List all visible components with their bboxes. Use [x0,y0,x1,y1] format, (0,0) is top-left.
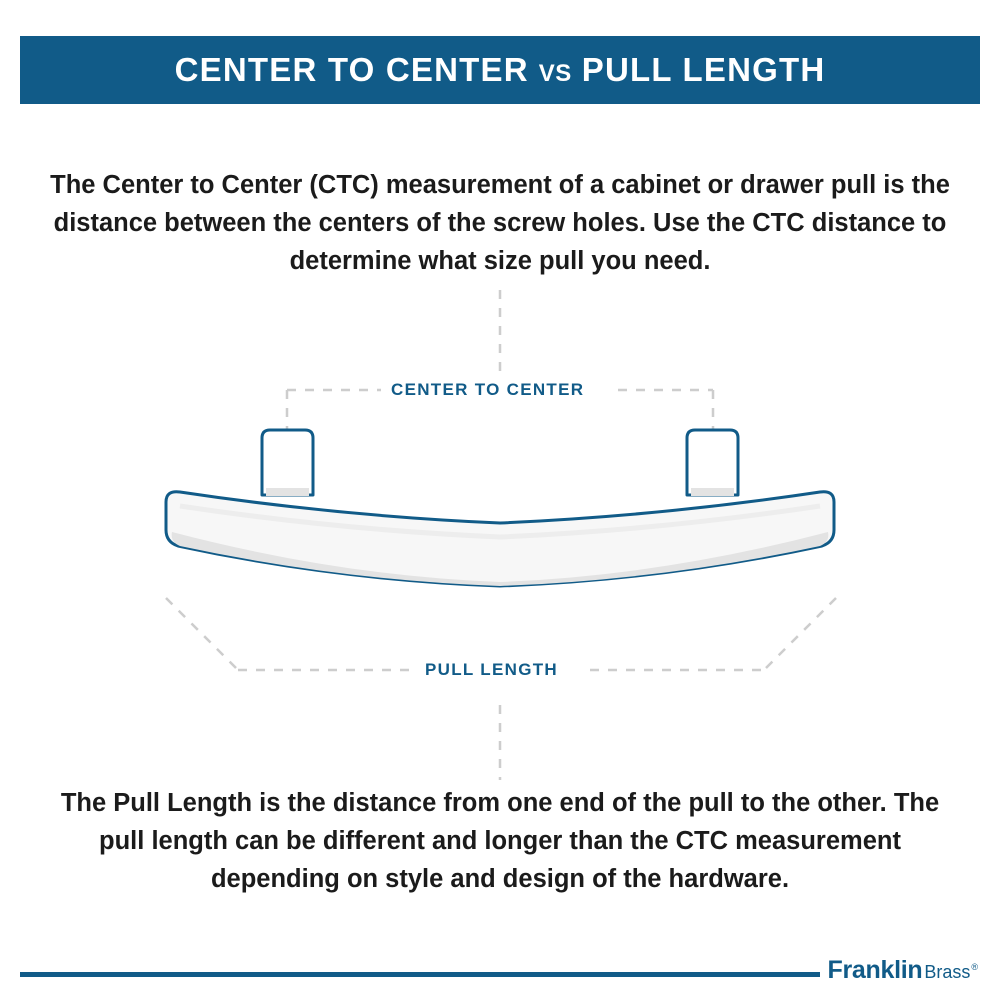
page-title [175,51,826,89]
pull-diagram [0,280,1000,780]
pull-diagram-svg [0,280,1000,780]
pull-length-dimension-lines [166,598,836,780]
brand-name-primary: Franklin [827,956,923,984]
title-vs: VS [538,60,572,87]
left-post-shadow [266,488,309,496]
pull-length-dimension-label: PULL LENGTH [415,660,568,680]
header-bar [20,36,980,104]
registered-trademark-icon: ® [971,962,978,972]
ctc-description-text: The Center to Center (CTC) measurement of a cabinet or drawer pull is the distance between the centers of the screw holes. Use the CTC distance to determine what size pull you need. [50,171,950,275]
brand-logo [828,956,979,985]
right-post-shadow [691,488,734,496]
right-screw-post [687,430,738,495]
cabinet-pull-illustration [166,430,834,586]
title-part-two: PULL LENGTH [581,51,826,88]
left-screw-post [262,430,313,495]
pull-right-angled-leg [764,598,836,670]
title-part-one: CENTER TO CENTER [174,51,529,88]
brand-name-secondary: Brass [924,962,971,982]
pull-left-angled-leg [166,598,238,670]
footer-divider [20,972,820,977]
pull-length-description-text: The Pull Length is the distance from one end of the pull to the other. The pull length can be different and longer than the CTC measurement depending on style and design of the hardware. [60,789,940,893]
ctc-dimension-label: CENTER TO CENTER [381,380,594,400]
